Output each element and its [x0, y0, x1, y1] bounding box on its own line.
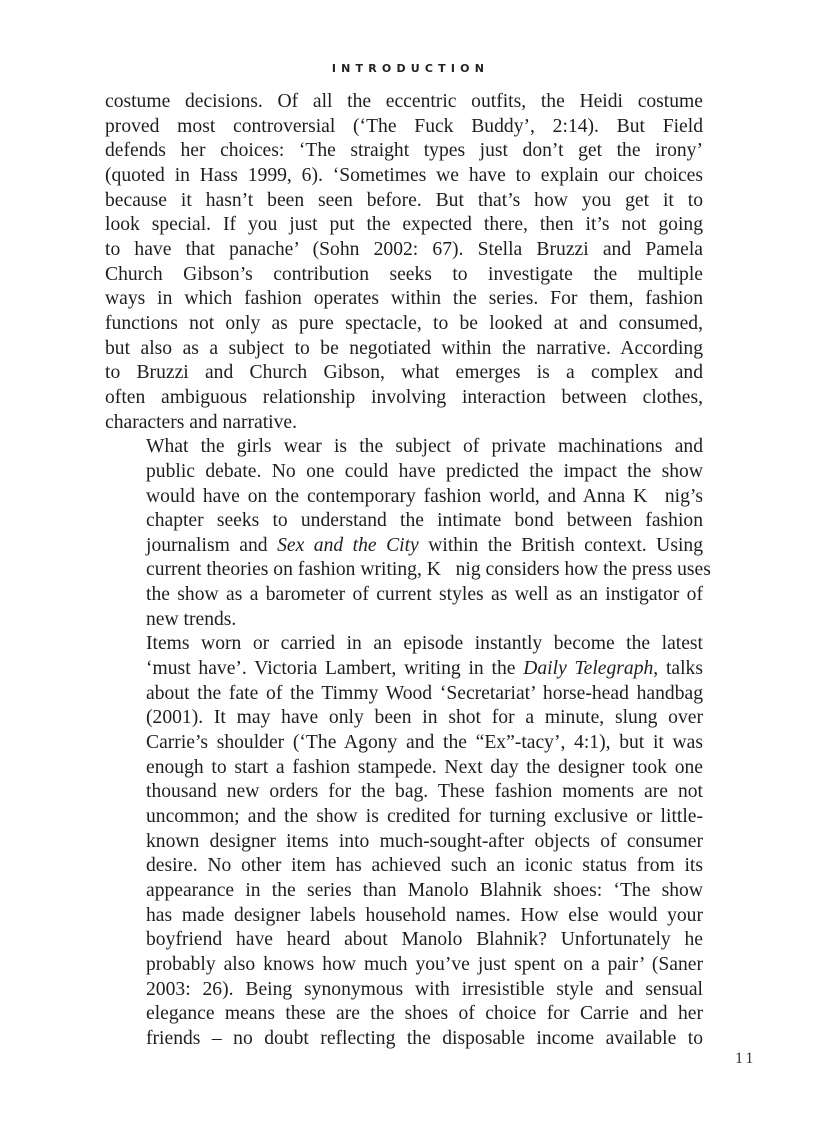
text-line: boyfriend have heard about Manolo Blahnik? Unfortunately he	[146, 929, 703, 951]
text-line: but also as a subject to be negotiated within the narrative. According	[105, 337, 703, 359]
text-line: Carrie’s shoulder (‘The Agony and the “Ex”-tacy’, 4:1), but it was	[146, 732, 703, 754]
text-line: because it hasn’t been seen before. But that’s how you get it to	[105, 189, 703, 211]
text-line: (quoted in Hass 1999, 6). ‘Sometimes we have to explain our choices	[105, 164, 703, 186]
text-line: desire. No other item has achieved such an iconic status from its	[146, 855, 703, 877]
text-line: journalism and Sex and the City within the British context. Using	[146, 534, 703, 556]
text-line: to Bruzzi and Church Gibson, what emerges is a complex and	[105, 362, 703, 384]
text-line: appearance in the series than Manolo Blahnik shoes: ‘The show	[146, 880, 703, 901]
text-line: has made designer labels household names. How else would your	[146, 904, 703, 926]
text-line: Items worn or carried in an episode instantly become the latest	[146, 633, 703, 655]
text-line: uncommon; and the show is credited for turning exclusive or little-	[146, 806, 703, 828]
text-line: costume decisions. Of all the eccentric outfits, the Heidi costume	[105, 91, 703, 112]
text-line: friends – no doubt reflecting the disposable income available to	[146, 1027, 703, 1049]
text-line: often ambiguous relationship involving interaction between clothes,	[105, 386, 703, 408]
paragraph	[105, 90, 703, 435]
text-line: chapter seeks to understand the intimate bond between fashion	[146, 510, 703, 532]
text-line: ‘must have’. Victoria Lambert, writing in the Daily Telegraph, talks	[146, 658, 703, 680]
text-line: would have on the contemporary fashion world, and Anna K nig’s	[146, 485, 703, 507]
text-line: elegance means these are the shoes of choice for Carrie and her	[146, 1003, 703, 1025]
text-line: current theories on fashion writing, K nig considers how the press uses	[146, 559, 711, 581]
text-line: Church Gibson’s contribution seeks to investigate the multiple	[105, 263, 703, 285]
body-text	[105, 90, 711, 1052]
text-line: public debate. No one could have predicted the impact the show	[146, 460, 703, 482]
text-line: the show as a barometer of current styles as well as an instigator of	[146, 584, 703, 606]
text-line: known designer items into much-sought-after objects of consumer	[146, 830, 703, 852]
text-line: about the fate of the Timmy Wood ‘Secretariat’ horse-head handbag	[146, 682, 703, 704]
italic-title: Sex and the City	[277, 534, 419, 556]
paragraph	[105, 435, 711, 632]
text-line: characters and narrative.	[105, 411, 298, 433]
text-line: proved most controversial (‘The Fuck Buddy’, 2:14). But Field	[105, 115, 703, 137]
text-line: new trends.	[146, 608, 237, 630]
text-line: to have that panache’ (Sohn 2002: 67). Stella Bruzzi and Pamela	[105, 238, 703, 260]
text-line: probably also knows how much you’ve just spent on a pair’ (Saner	[146, 953, 703, 975]
text-line: ways in which fashion operates within the series. For them, fashion	[105, 288, 703, 310]
running-head: INTRODUCTION	[331, 62, 490, 75]
text-line: thousand new orders for the bag. These fashion moments are not	[146, 781, 703, 803]
paragraph	[105, 632, 703, 1051]
italic-title: Daily Telegraph	[523, 658, 654, 680]
text-line: look special. If you just put the expected there, then it’s not going	[105, 214, 703, 236]
text-line: (2001). It may have only been in shot for a minute, slung over	[146, 707, 703, 729]
page-number: 11	[735, 1050, 757, 1067]
text-line: defends her choices: ‘The straight types just don’t get the irony’	[105, 140, 703, 162]
text-line: What the girls wear is the subject of private machinations and	[146, 436, 703, 458]
text-line: functions not only as pure spectacle, to be looked at and consumed,	[105, 312, 703, 334]
text-line: enough to start a fashion stampede. Next day the designer took one	[146, 756, 703, 778]
text-line: 2003: 26). Being synonymous with irresistible style and sensual	[146, 978, 703, 1000]
